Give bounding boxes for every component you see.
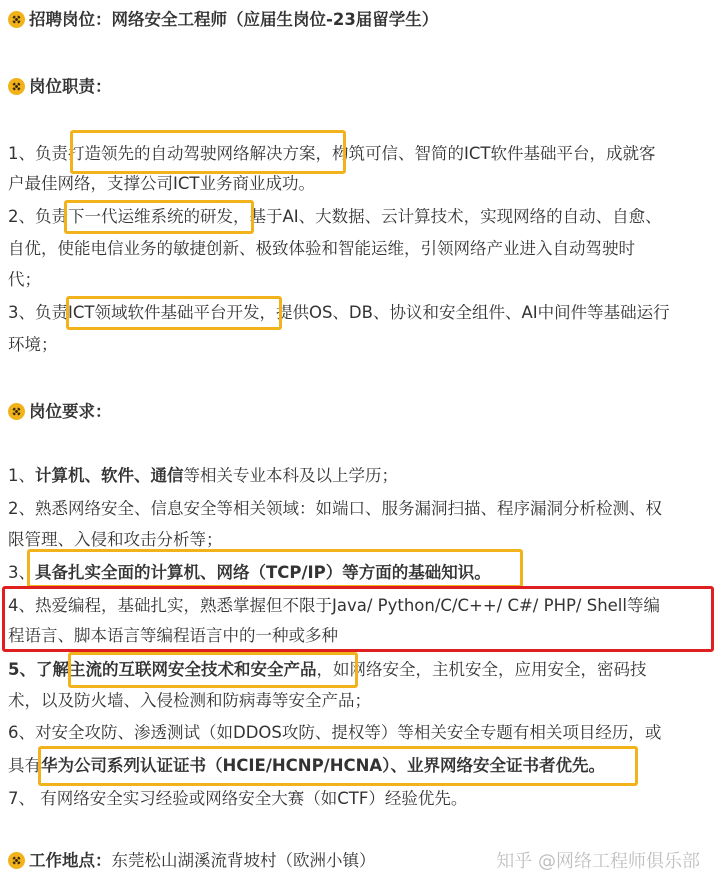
item-text: 限管理、入侵和攻击分析等； [8,530,223,549]
item-text: ，提供OS、DB、协议和安全组件、AI中间件等基础运行 [259,303,670,322]
item-text: 等相关专业本科及以上学历； [183,466,398,485]
item-text: 代； [8,270,41,289]
item-text: 程语言、脚本语言等编程语言中的一种或多种 [8,626,338,645]
bullet-dot-icon [8,403,25,420]
location-label: 工作地点： [29,851,112,870]
emphasis-box-q4 [2,586,714,652]
location-value: 东莞松山湖溪流背坡村（欧洲小镇） [111,851,376,870]
item-text: 具有 [8,756,41,775]
highlight-box-q6 [38,746,638,786]
bullet-dot-icon [8,11,25,28]
bold-text: 华为公司系列认证证书（HCIE/HCNP/HCNA）、业界网络安全证书者优先。 [41,756,605,775]
job-title-line [8,8,438,32]
bullet-dot-icon [8,78,25,95]
requirement-item-2 [8,497,662,521]
requirement-item-1 [8,464,398,488]
requirement-item-7 [8,787,467,811]
bold-text: 计算机、软件、通信 [35,466,184,485]
item-text: 7、 有网络安全实习经验或网络安全大赛（如CTF）经验优先。 [8,789,468,808]
responsibilities-heading-line [8,75,112,99]
item-text: ，构筑可信、智简的ICT软件基础平台，成就客 [315,144,656,163]
responsibilities-heading: 岗位职责： [29,77,112,96]
item-text: ，如网络安全，主机安全，应用安全，密码技 [316,660,647,679]
item-number: 3、负责 [8,303,68,322]
responsibility-item-2-cont [8,237,635,261]
bullet-dot-icon [8,852,25,869]
bold-text: 主流的互联网安全技术和安全产品 [68,660,317,679]
highlight-box-r3 [66,296,282,330]
requirement-item-6 [8,721,661,745]
item-text: 环境； [8,335,58,354]
highlighted-text: 下一代运维系统的研发 [68,207,233,226]
item-text: ，基于AI、大数据、云计算技术，实现网络的自动、自愈、 [233,207,662,226]
item-text: 4、热爱编程，基础扎实，熟悉掌握但不限于Java/ Python/C/C++/ C#/ PHP/ Shell等编 [8,596,660,615]
job-title: 招聘岗位：网络安全工程师（应届生岗位-23届留学生） [29,10,439,29]
highlight-box-r2 [64,200,254,234]
responsibility-item-3-cont [8,333,58,357]
responsibility-item-1-cont [8,172,315,196]
item-text: 2、熟悉网络安全、信息安全等相关领域：如端口、服务漏洞扫描、程序漏洞分析检测、权 [8,499,662,518]
bold-text: 具备扎实全面的计算机、网络（TCP/IP）等方面的基础知识。 [35,563,491,582]
item-text: 户最佳网络，支撑公司ICT业务商业成功。 [8,174,315,193]
item-text: 术，以及防火墙、入侵检测和防病毒等安全产品； [8,691,371,710]
requirement-item-5-cont [8,689,371,713]
highlight-box-q3 [27,549,523,588]
highlight-box-r1 [70,130,346,174]
responsibility-item-2-cont2 [8,268,41,292]
requirements-heading: 岗位要求： [29,402,112,421]
location-line [8,849,376,873]
highlighted-text: ICT领域软件基础平台开发 [68,303,260,322]
highlighted-text: 打造领先的自动驾驶网络解决方案 [68,144,316,163]
item-number: 1、负责 [8,144,68,163]
item-number: 2、负责 [8,207,68,226]
watermark: 知乎 @网络工程师俱乐部 [496,851,700,872]
highlight-box-q5 [68,652,358,688]
item-number: 1、 [8,466,35,485]
item-text: 自优，使能电信业务的敏捷创新、极致体验和智能运维，引领网络产业进入自动驾驶时 [8,239,635,258]
item-number: 3、 [8,563,35,582]
item-number: 5、了解 [8,660,69,679]
item-text: 6、对安全攻防、渗透测试（如DDOS攻防、提权等）等相关安全专题有相关项目经历，或 [8,723,662,742]
requirements-heading-line [8,400,112,424]
